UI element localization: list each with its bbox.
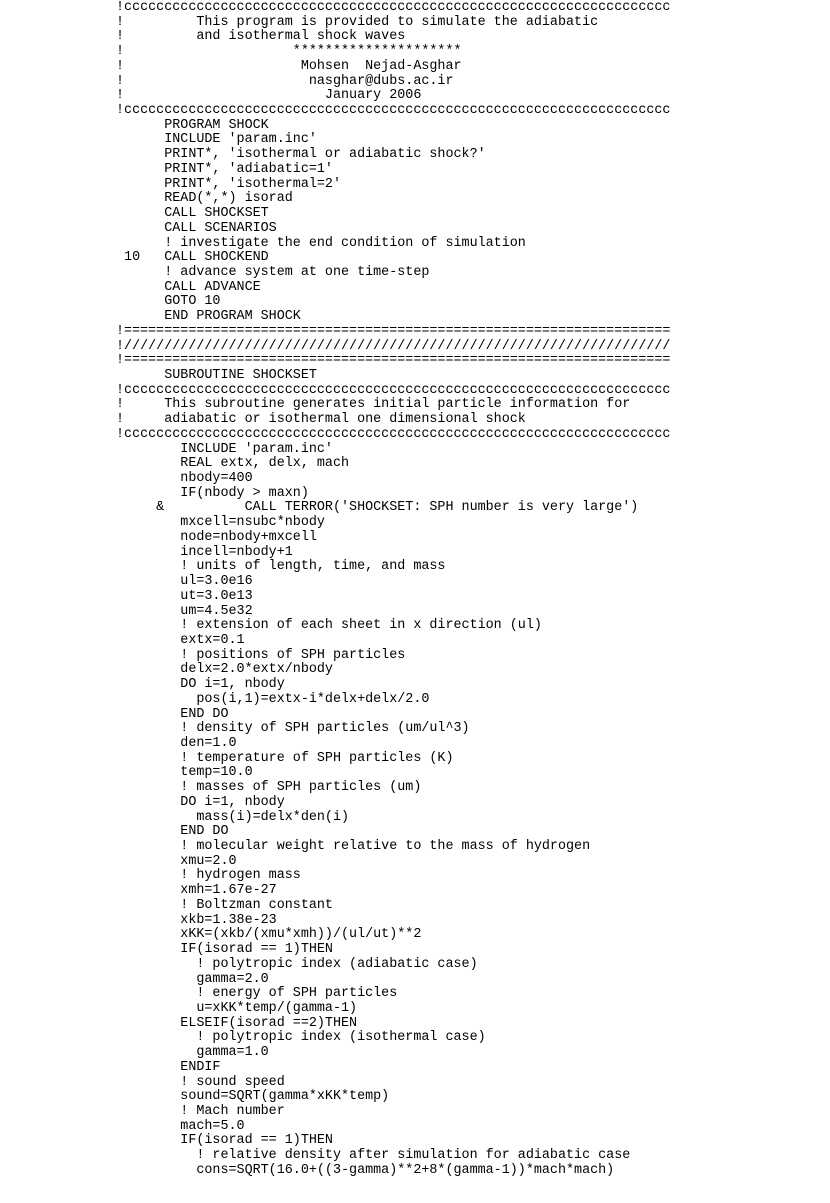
code-line: !cccccccccccccccccccccccccccccccccccccccccccccccccccccccccccccccccccc [116, 382, 671, 398]
code-line: mass(i)=delx*den(i) [116, 809, 350, 825]
code-line: ! energy of SPH particles [116, 986, 398, 1002]
code-line: ! Mach number [116, 1104, 285, 1119]
code-line: ! and isothermal shock waves [116, 29, 406, 45]
code-line: node=nbody+mxcell [116, 529, 317, 545]
code-line: ! relative density after simulation for adiabatic case [116, 1148, 631, 1164]
code-line: 10 CALL SHOCKEND [116, 250, 269, 266]
code-line: incell=nbody+1 [116, 544, 293, 560]
code-line: !==================================================================== [116, 323, 671, 339]
code-line: SUBROUTINE SHOCKSET [116, 368, 317, 383]
code-line: & CALL TERROR('SHOCKSET: SPH number is very large') [116, 500, 639, 516]
code-line: ul=3.0e16 [116, 574, 253, 590]
code-line: delx=2.0*extx/nbody [116, 662, 333, 678]
code-line: ! This subroutine generates initial particle information for [116, 397, 631, 413]
code-line: ! Mohsen Nejad-Asghar [116, 58, 462, 74]
code-line: !//////////////////////////////////////////////////////////////////// [116, 338, 671, 354]
code-line: DO i=1, nbody [116, 794, 285, 810]
code-line: REAL extx, delx, mach [116, 456, 350, 472]
code-line: ! molecular weight relative to the mass of hydrogen [116, 839, 591, 855]
code-line: den=1.0 [116, 736, 237, 751]
code-line: ! units of length, time, and mass [116, 559, 446, 575]
code-line: ! adiabatic or isothermal one dimensional shock [116, 412, 526, 428]
code-line: ! density of SPH particles (um/ul^3) [116, 721, 470, 737]
code-line: END DO [116, 824, 229, 840]
code-line: gamma=1.0 [116, 1045, 269, 1061]
code-line: IF(nbody > maxn) [116, 485, 309, 501]
code-line: mach=5.0 [116, 1118, 245, 1134]
code-line: CALL SHOCKSET [116, 206, 269, 222]
code-line: CALL ADVANCE [116, 279, 261, 295]
code-line: ! masses of SPH particles (um) [116, 780, 422, 796]
code-line: ! advance system at one time-step [116, 264, 430, 280]
code-line: temp=10.0 [116, 765, 253, 781]
code-line: READ(*,*) isorad [116, 191, 293, 207]
code-line: END DO [116, 706, 229, 722]
code-line: PROGRAM SHOCK [116, 117, 269, 133]
code-line: cons=SQRT(16.0+((3-gamma)**2+8*(gamma-1))*mach*mach) [116, 1162, 615, 1178]
code-line: ! sound speed [116, 1074, 285, 1090]
code-line: xmh=1.67e-27 [116, 883, 277, 899]
code-line: PRINT*, 'isothermal=2' [116, 176, 341, 192]
code-line: ! Boltzman constant [116, 897, 333, 913]
code-line: pos(i,1)=extx-i*delx+delx/2.0 [116, 691, 430, 707]
code-line: ! investigate the end condition of simulation [116, 235, 526, 251]
code-line: GOTO 10 [116, 294, 221, 310]
code-line: IF(isorad == 1)THEN [116, 1133, 333, 1149]
code-line: ! This program is provided to simulate the adiabatic [116, 14, 599, 30]
code-line: um=4.5e32 [116, 603, 253, 619]
code-line: !cccccccccccccccccccccccccccccccccccccccccccccccccccccccccccccccccccc [116, 426, 671, 442]
code-line: !cccccccccccccccccccccccccccccccccccccccccccccccccccccccccccccccccccc [116, 103, 671, 119]
code-line: ENDIF [116, 1059, 221, 1075]
code-line: INCLUDE 'param.inc' [116, 132, 317, 148]
code-line: !==================================================================== [116, 353, 671, 369]
code-line: ! nasghar@dubs.ac.ir [116, 73, 454, 89]
code-line: sound=SQRT(gamma*xKK*temp) [116, 1089, 390, 1105]
code-line: xmu=2.0 [116, 853, 237, 869]
code-line: CALL SCENARIOS [116, 220, 277, 236]
code-line: PRINT*, 'adiabatic=1' [116, 161, 333, 177]
code-line: u=xKK*temp/(gamma-1) [116, 1000, 358, 1016]
code-line: xKK=(xkb/(xmu*xmh))/(ul/ut)**2 [116, 927, 422, 943]
code-line: !cccccccccccccccccccccccccccccccccccccccccccccccccccccccccccccccccccc [116, 0, 671, 15]
code-line: ! ********************* [116, 44, 462, 60]
code-line: ! polytropic index (isothermal case) [116, 1030, 486, 1046]
code-line: gamma=2.0 [116, 971, 269, 987]
code-line: ! temperature of SPH particles (K) [116, 750, 454, 766]
code-line: IF(isorad == 1)THEN [116, 942, 333, 958]
code-line: ! extension of each sheet in x direction (ul) [116, 618, 542, 634]
code-line: PRINT*, 'isothermal or adiabatic shock?' [116, 147, 486, 163]
code-line: DO i=1, nbody [116, 677, 285, 693]
code-line: ELSEIF(isorad ==2)THEN [116, 1015, 358, 1031]
code-line: ! positions of SPH particles [116, 647, 406, 663]
code-line: nbody=400 [116, 471, 253, 487]
code-line: mxcell=nsubc*nbody [116, 515, 325, 531]
code-line: extx=0.1 [116, 632, 245, 648]
code-line: ut=3.0e13 [116, 588, 253, 604]
code-line: INCLUDE 'param.inc' [116, 441, 333, 457]
code-line: ! polytropic index (adiabatic case) [116, 956, 478, 972]
code-line: ! January 2006 [116, 88, 422, 104]
code-line: xkb=1.38e-23 [116, 912, 277, 928]
code-line: ! hydrogen mass [116, 868, 301, 884]
code-line: END PROGRAM SHOCK [116, 309, 301, 325]
